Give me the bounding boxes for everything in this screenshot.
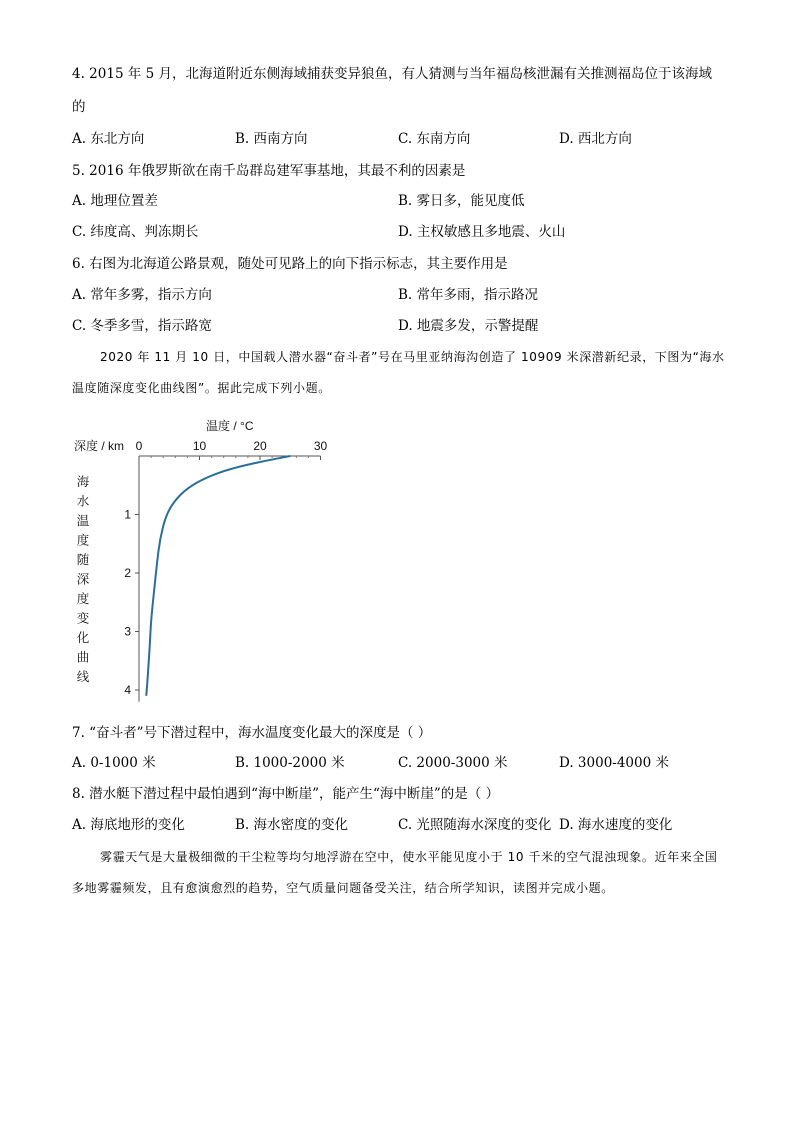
q7-option-c: C. 2000-3000 米 [398, 755, 508, 771]
q4-stem-line2: 的 [72, 99, 86, 115]
q4-option-c: C. 东南方向 [398, 131, 471, 147]
q5-option-b: B. 雾日多，能见度低 [398, 193, 525, 209]
chart-title-char: 温 [76, 514, 90, 528]
chart-title [77, 475, 90, 684]
chart-title-char: 深 [76, 572, 90, 587]
chart-ticks [124, 439, 327, 697]
intro-paragraph-haze: 雾霾天气是大量极细微的干尘粒等均匀地浮游在空中，使水平能见度小于 10 千米的空气混浊现象。近年来全国多地雾霾频发，且有愈演愈烈的趋势，空气质量问题备受关注，结合所学知识，读图并完成小题。 [72, 850, 718, 895]
x-tick-label: 10 [192, 439, 207, 453]
q7-option-b: B. 1000-2000 米 [235, 755, 345, 771]
q5-option-a: A. 地理位置差 [72, 193, 158, 209]
q8-option-c: C. 光照随海水深度的变化 [398, 817, 552, 833]
q6-option-b: B. 常年多雨，指示路况 [398, 287, 539, 303]
q6-option-a: A. 常年多雾，指示方向 [72, 287, 212, 303]
q8-option-b: B. 海水密度的变化 [235, 817, 349, 833]
chart-title-char: 度 [76, 533, 90, 548]
y-tick-label: 4 [124, 683, 131, 697]
q4-option-a: A. 东北方向 [72, 131, 145, 147]
chart-title-char: 度 [76, 592, 90, 606]
q7-option-a: A. 0-1000 米 [72, 755, 156, 771]
q4-stem-line1: 4. 2015 年 5 月，北海道附近东侧海域捕获变异狼鱼，有人猜测与当年福岛核泄漏有关推测福岛位于该海域 [72, 66, 712, 82]
q5-option-d: D. 主权敏感且多地震、火山 [398, 224, 566, 240]
q7-stem: 7. “奋斗者”号下潜过程中，海水温度变化最大的深度是（ ） [72, 725, 432, 741]
chart-title-char: 线 [76, 670, 90, 684]
chart-title-char: 变 [76, 611, 90, 626]
x-tick-label: 20 [253, 439, 267, 453]
chart-title-char: 随 [76, 553, 90, 567]
x-axis-label: 温度 / °C [206, 419, 254, 433]
chart-title-char: 海 [76, 475, 90, 489]
q8-stem: 8. 潜水艇下潜过程中最怕遇到“海中断崖”，能产生“海中断崖”的是（ ） [72, 786, 500, 802]
q6-option-c: C. 冬季多雪，指示路宽 [72, 318, 212, 334]
chart-title-char: 曲 [76, 650, 90, 665]
intro-paragraph-dive: 2020 年 11 月 10 日，中国载人潜水器“奋斗者”号在马里亚纳海沟创造了 10909 米深潜新纪录，下图为“海水温度随深度变化曲线图”。据此完成下列小题。 [72, 350, 725, 395]
chart-title-char: 化 [76, 631, 90, 645]
y-tick-label: 2 [124, 566, 131, 580]
q6-option-d: D. 地震多发，示警提醒 [398, 318, 539, 334]
q8-option-a: A. 海底地形的变化 [72, 817, 185, 833]
temperature-depth-chart [68, 408, 348, 708]
q6-stem: 6. 右图为北海道公路景观，随处可见路上的向下指示标志，其主要作用是 [72, 256, 508, 272]
temperature-curve [146, 456, 290, 696]
q4-option-d: D. 西北方向 [559, 131, 632, 147]
y-tick-label: 3 [124, 624, 131, 639]
chart-axes [139, 456, 321, 702]
q8-option-d: D. 海水速度的变化 [559, 817, 673, 833]
y-tick-label: 1 [124, 507, 131, 522]
q4-option-b: B. 西南方向 [235, 131, 308, 147]
q5-option-c: C. 纬度高、判冻期长 [72, 224, 199, 240]
x-tick-label: 0 [135, 439, 143, 453]
chart-title-char: 水 [76, 494, 90, 509]
q7-option-d: D. 3000-4000 米 [559, 755, 669, 771]
q5-stem: 5. 2016 年俄罗斯欲在南千岛群岛建军事基地，其最不利的因素是 [72, 163, 466, 179]
y-axis-label: 深度 / km [74, 439, 124, 453]
x-tick-label: 30 [313, 439, 328, 453]
